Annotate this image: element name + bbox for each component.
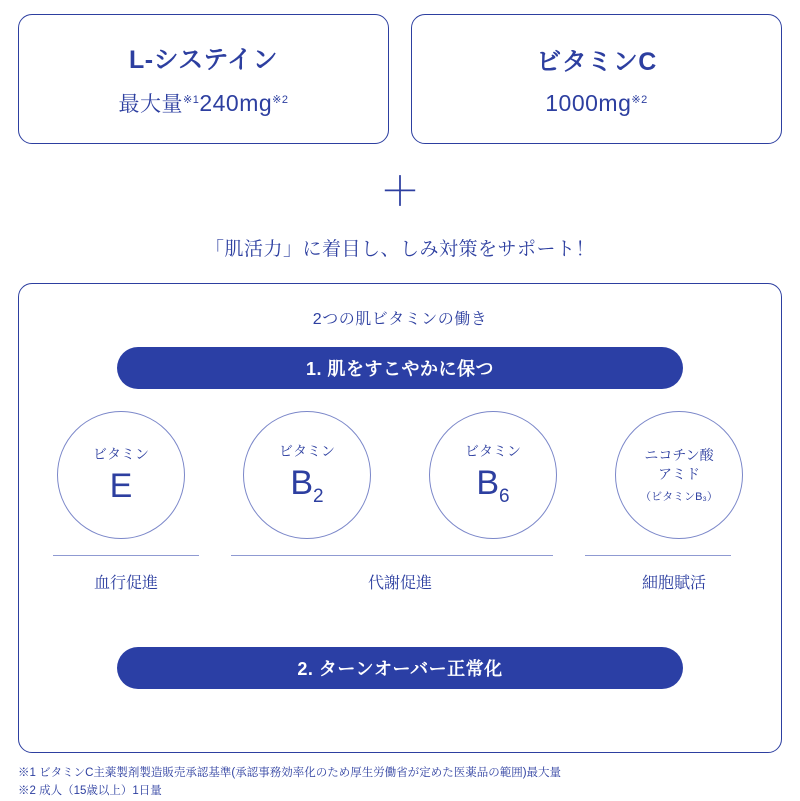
vitamin-item [239,411,375,539]
footnote-1: ※1 ビタミンC主薬製剤製造販売承認基準(承認事務効率化のため厚生労働省が定めた医薬品の範囲)最大量 [18,767,562,779]
ingredient-card-cysteine [18,14,389,144]
divider [53,555,199,556]
ingredient-amount [118,88,288,118]
effect-label: 血行促進 [93,575,158,592]
vitamin-label-line2: アミド [658,466,700,482]
vitamin-label: ニコチン酸 [644,447,714,464]
divider [231,555,553,556]
ingredient-name: ビタミンC [536,47,657,76]
amount-prefix: 最大量 [118,93,183,116]
vitamin-circle-nicotinamide [615,411,743,539]
panel-title: 2つの肌ビタミンの働き [312,311,488,328]
vitamin-circle-row [45,411,755,539]
footnotes [18,765,782,801]
amount-value: 240mg [199,90,273,116]
vitamin-item [53,411,189,539]
vitamin-function-panel [18,283,782,753]
effect-label: 細胞賦活 [641,575,706,592]
pill-step-2: 2. ターンオーバー正常化 [117,647,683,689]
amount-value: 1000mg [545,89,632,116]
vitamin-circle-b2 [243,411,371,539]
vitamin-letter-main: B [476,464,500,503]
vitamin-circle-b6 [429,411,557,539]
catchphrase: 「肌活力」に着目し、しみ対策をサポート！ [204,239,595,260]
effect-divider-group [45,555,755,556]
vitamin-label: ビタミン [279,443,335,460]
ingredient-name: L-システイン [128,46,279,74]
amount-prefix-footnote-mark: ※1 [182,94,200,106]
vitamin-letter-sub: 6 [499,485,510,507]
ingredient-boxes [18,0,782,144]
vitamin-letter-sub: 2 [313,485,324,507]
vitamin-letter [290,465,323,508]
amount-footnote-mark: ※2 [272,94,289,106]
effect-labels [45,570,755,593]
ingredient-amount [545,90,647,117]
vitamin-item [611,411,747,539]
pill-step-1: 1. 肌をすこやかに保つ [117,347,683,389]
vitamin-letter-main: B [290,464,314,503]
vitamin-label: ビタミン [465,443,521,460]
vitamin-letter [476,465,509,508]
plus-icon: ＋ [380,170,420,214]
effect-label: 代謝促進 [367,575,432,592]
amount-footnote-mark: ※2 [631,93,648,106]
vitamin-alias: （ビタミンB₃） [640,490,718,503]
vitamin-letter: E [109,466,133,505]
ingredient-card-vitamin-c [411,14,782,144]
vitamin-label: ビタミン [93,445,149,462]
divider [585,555,731,556]
footnote-2: ※2 成人（15歳以上）1日量 [18,784,162,797]
vitamin-item [425,411,561,539]
vitamin-circle-e [57,411,185,539]
